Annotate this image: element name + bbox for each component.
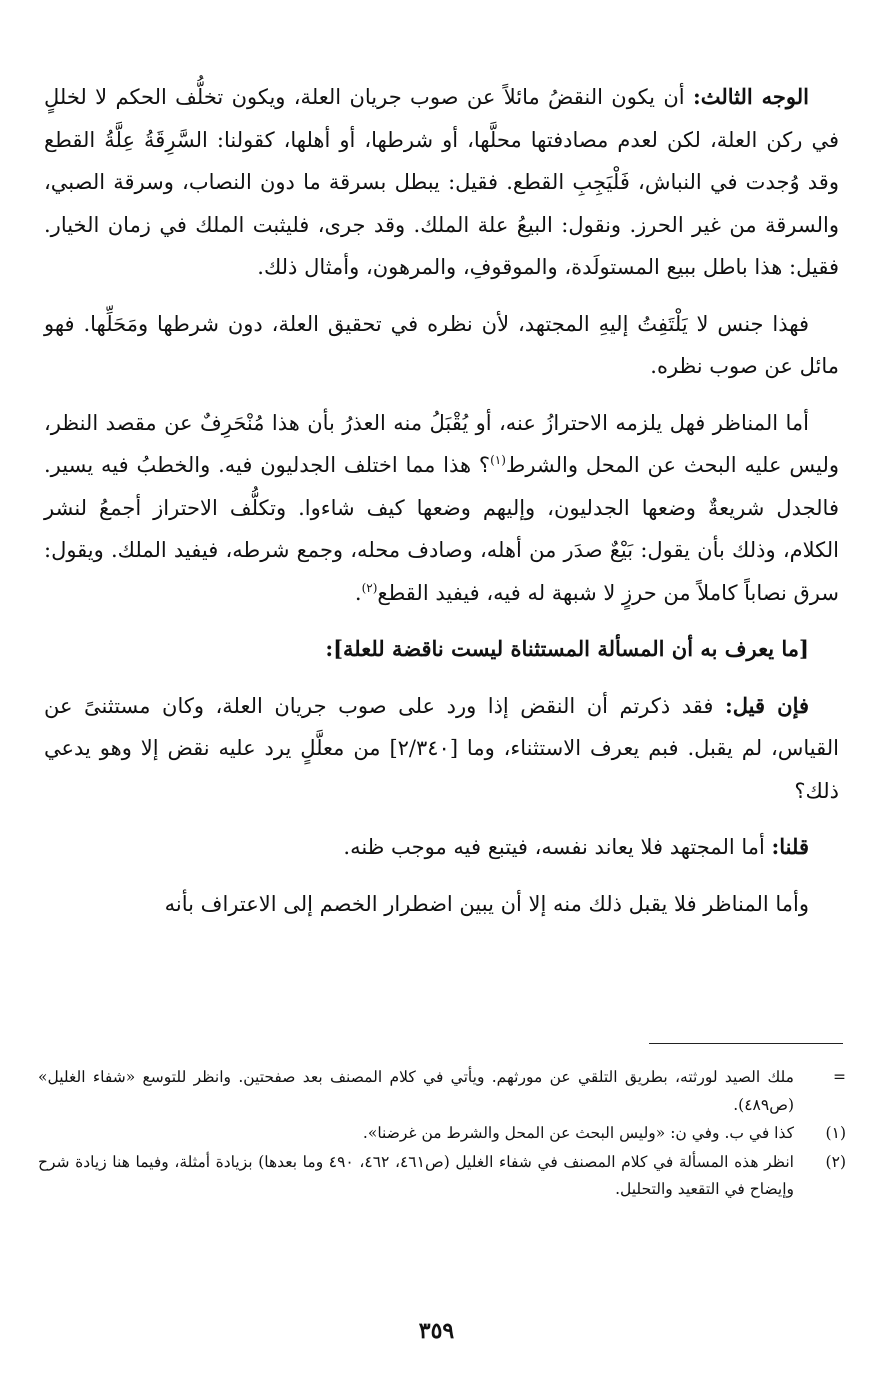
paragraph-munazir-reply [44,883,839,926]
footnote-reference: (١) [490,453,506,467]
paragraph-text: ؟ هذا مما اختلف الجدليون فيه. والخطبُ فيه يسير. فالجدل شريعةٌ وضعها الجدليون، وإليهم وضعها كيف شاءوا. وتكلُّف الاحتراز أجمعُ لنشر الكلام، وذلك بأن يقول: بَيْعٌ صدَر من أهله، وصادف محله، وجمع شرطه، فيفيد الملك. ويقول: سرق نصاباً كاملاً من حرزٍ لا شبهة له فيه، فيفيد القطع [44,453,839,605]
footnote-1 [38,1120,846,1148]
footnote-continued [38,1064,846,1119]
section-heading: [ما يعرف به أن المسألة المستثناة ليست ناقضة للعلة]: [325,636,809,661]
paragraph-munazir [44,402,839,615]
footnotes [38,1064,846,1205]
footnote-2 [38,1149,846,1204]
footnote-divider [649,1043,843,1044]
paragraph-text: . [354,580,362,605]
paragraph-text: أن يكون النقضُ مائلاً عن صوب جريان العلة، ويكون تخلُّف الحكم لا لخللٍ في ركن العلة، لكن لعدم مصادفتها محلَّها، أو شرطها، أو أهلها، كقولنا: السَّرِقَةُ عِلَّةُ القطع وقد وُجدت في النباش، فَلْيَجِبِ القطع. فقيل: يبطل بسرقة ما دون النصاب، وسرقة الصبي، والسرقة من غير الحرز. ونقول: البيعُ علة الملك. وقد جرى، فليثبت الملك في زمان الخيار. فقيل: هذا باطل ببيع المستولَدة، والموقوفِ، والمرهون، وأمثال ذلك. [44,85,839,279]
paragraph-lead: فإن قيل: [724,692,810,718]
paragraph-text: أما المجتهد فلا يعاند نفسه، فيتبع فيه موجب ظنه. [343,835,772,859]
paragraph-third-aspect [44,76,839,289]
paragraph-mujtahid [44,303,839,388]
paragraph-text: فقد ذكرتم أن النقض إذا ورد على صوب جريان العلة، وكان مستثنىً عن القياس، لم يقبل. فبم يعرف الاستثناء، وما [٢/٣٤٠] من معلَّلٍ يرد عليه نقض إلا وهو يدعي ذلك؟ [44,693,839,803]
footnote-marker: = [833,1068,846,1086]
footnote-marker: (١) [825,1124,846,1142]
paragraph-objection [44,685,839,813]
page-number: ٣٥٩ [418,1318,455,1344]
paragraph-text: وأما المناظر فلا يقبل ذلك منه إلا أن يبين اضطرار الخصم إلى الاعتراف بأنه [164,891,809,916]
footnote-reference: (٢) [361,580,378,595]
paragraph-reply [44,826,839,869]
footnote-text: كذا في ب. وفي ن: «وليس البحث عن المحل والشرط من غرضنا». [362,1124,794,1142]
paragraph-lead: الوجه الثالث: [692,84,809,109]
footnote-marker: (٢) [825,1152,846,1171]
footnote-text: انظر هذه المسألة في كلام المصنف في شفاء الغليل (ص٤٦١، ٤٦٢، ٤٩٠ وما بعدها) بزيادة أمثلة، وفيما هنا زيادة شرح وإيضاح في التقعيد والتحليل. [38,1152,794,1198]
paragraph-lead: قلنا: [771,834,809,859]
main-text [44,76,839,939]
paragraph-text: أما المناظر فهل يلزمه الاحترازُ عنه، أو يُقْبَلُ منه العذرُ بأن هذا مُنْحَرِفٌ عن مقصد النظر، وليس عليه البحث عن المحل والشرط [44,410,839,477]
footnote-text: ملك الصيد لورثته، بطريق التلقي عن مورثهم. ويأتي في كلام المصنف بعد صفحتين. وانظر للتوسع «شفاء الغليل» (ص٤٨٩). [38,1068,794,1114]
paragraph-text: فهذا جنس لا يَلْتَفِتُ إليهِ المجتهد، لأن نظره في تحقيق العلة، دون شرطها ومَحَلِّها. فهو مائل عن صوب نظره. [44,311,839,378]
